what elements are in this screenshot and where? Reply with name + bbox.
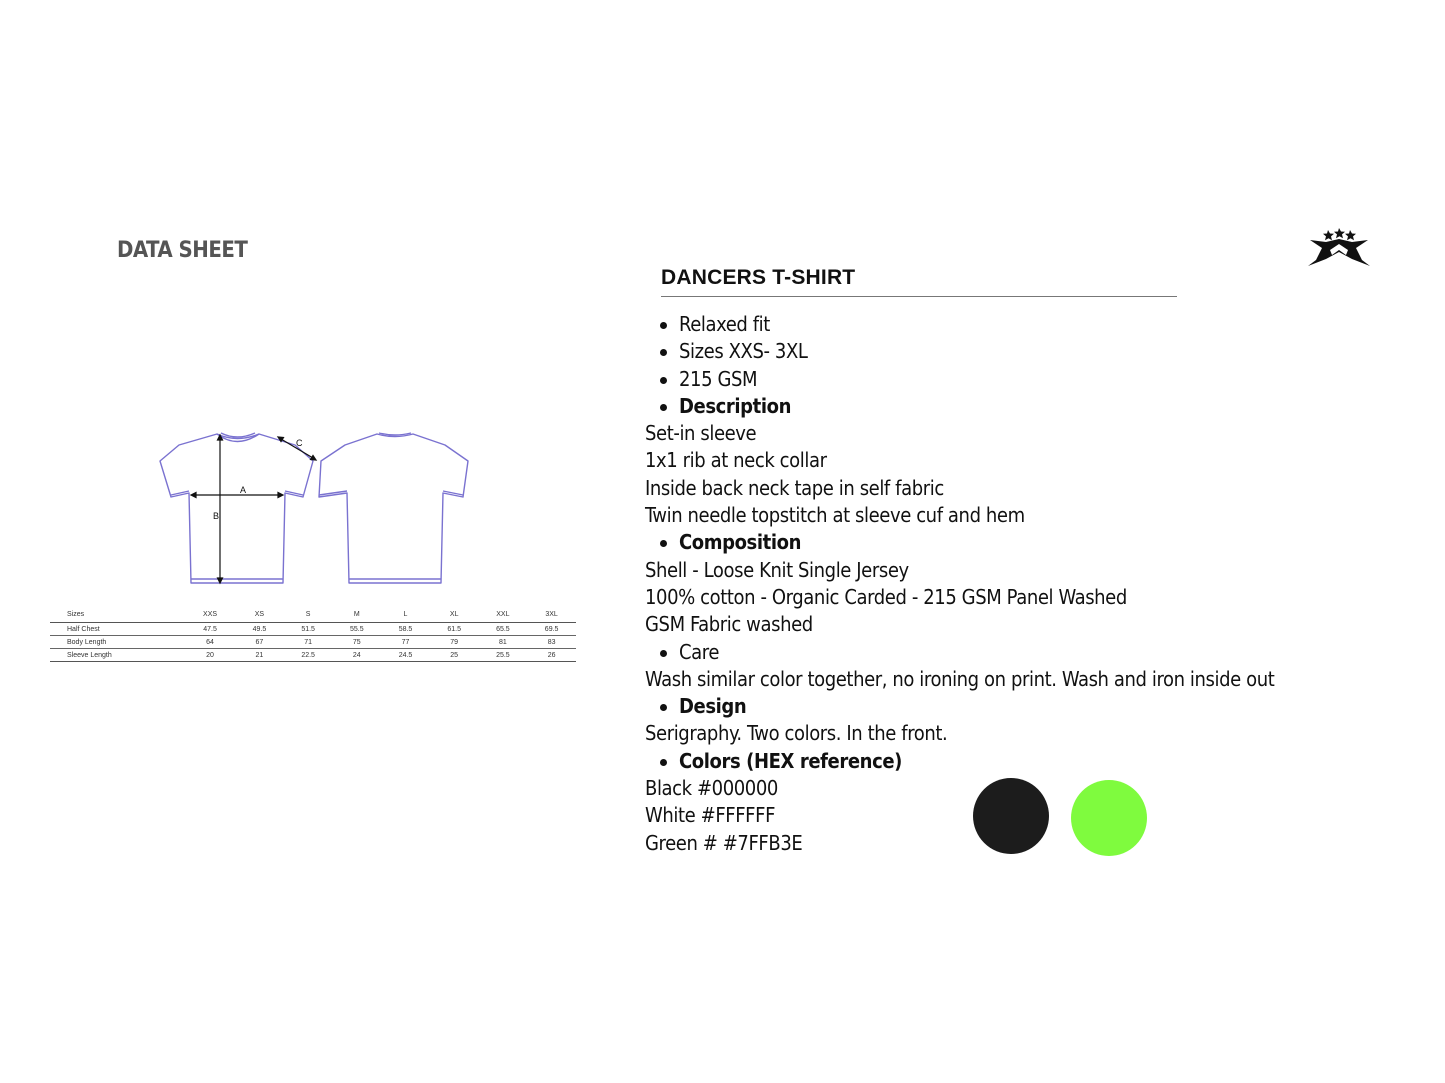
care-heading: Care: [645, 639, 1365, 666]
table-cell: 51.5: [284, 623, 333, 636]
tshirt-diagram: [155, 425, 475, 590]
table-cell: 49.5: [235, 623, 284, 636]
row-label: Body Length: [50, 636, 185, 649]
composition-line: Shell - Loose Knit Single Jersey: [645, 557, 909, 582]
brand-logo: [1306, 226, 1372, 268]
column-header: M: [332, 608, 381, 623]
table-cell: 69.5: [527, 623, 576, 636]
table-cell: 83: [527, 636, 576, 649]
description-line: Inside back neck tape in self fabric: [645, 475, 944, 500]
table-cell: 79: [430, 636, 479, 649]
table-cell: 25: [430, 649, 479, 662]
dimension-label-b: B: [213, 511, 220, 521]
table-row: [50, 623, 576, 636]
column-header: S: [284, 608, 333, 623]
table-cell: 24.5: [381, 649, 430, 662]
table-cell: 67: [235, 636, 284, 649]
dimension-label-a: A: [240, 485, 247, 495]
description-line: Set-in sleeve: [645, 421, 757, 446]
composition-line: 100% cotton - Organic Carded - 215 GSM Panel Washed: [645, 584, 1127, 609]
table-cell: 26: [527, 649, 576, 662]
title-divider: [661, 296, 1177, 297]
table-cell: 71: [284, 636, 333, 649]
description-line: 1x1 rib at neck collar: [645, 448, 827, 473]
table-cell: 65.5: [479, 623, 528, 636]
table-cell: 47.5: [185, 623, 235, 636]
table-cell: 81: [479, 636, 528, 649]
description-line: Twin needle topstitch at sleeve cuf and hem: [645, 503, 1025, 528]
feature-item: 215 GSM: [645, 366, 1365, 393]
table-cell: 24: [332, 649, 381, 662]
table-cell: 77: [381, 636, 430, 649]
column-header: 3XL: [527, 608, 576, 623]
color-line-white: White #FFFFFF: [645, 803, 776, 828]
composition-line: GSM Fabric washed: [645, 612, 813, 637]
description-heading: Description: [645, 393, 1365, 420]
size-table-header-row: [50, 608, 576, 623]
feature-item: Sizes XXS- 3XL: [645, 338, 1365, 365]
table-cell: 25.5: [479, 649, 528, 662]
column-header: XL: [430, 608, 479, 623]
design-heading: Design: [645, 693, 1365, 720]
row-label: Half Chest: [50, 623, 185, 636]
color-line-black: Black #000000: [645, 776, 778, 801]
table-cell: 58.5: [381, 623, 430, 636]
column-header: L: [381, 608, 430, 623]
care-line: Wash similar color together, no ironing on print. Wash and iron inside out: [645, 666, 1275, 691]
column-header: XS: [235, 608, 284, 623]
table-cell: 21: [235, 649, 284, 662]
table-cell: 22.5: [284, 649, 333, 662]
design-line: Serigraphy. Two colors. In the front.: [645, 721, 948, 746]
row-label: Sleeve Length: [50, 649, 185, 662]
sheet-title: DATA SHEET: [117, 238, 248, 263]
table-cell: 64: [185, 636, 235, 649]
table-cell: 55.5: [332, 623, 381, 636]
column-header: Sizes: [50, 608, 185, 623]
color-line-green: Green # #7FFB3E: [645, 830, 803, 855]
table-row: [50, 649, 576, 662]
color-swatch-green: [1071, 780, 1147, 856]
dimension-label-c: C: [296, 438, 303, 448]
colors-heading: Colors (HEX reference): [645, 748, 1365, 775]
feature-item: Relaxed fit: [645, 311, 1365, 338]
composition-heading: Composition: [645, 529, 1365, 556]
table-cell: 20: [185, 649, 235, 662]
product-title: DANCERS T-SHIRT: [661, 266, 856, 289]
table-cell: 61.5: [430, 623, 479, 636]
column-header: XXS: [185, 608, 235, 623]
color-swatch-black: [973, 778, 1049, 854]
size-chart-table: [50, 608, 576, 662]
table-row: [50, 636, 576, 649]
column-header: XXL: [479, 608, 528, 623]
table-cell: 75: [332, 636, 381, 649]
spec-list: [645, 311, 1365, 857]
